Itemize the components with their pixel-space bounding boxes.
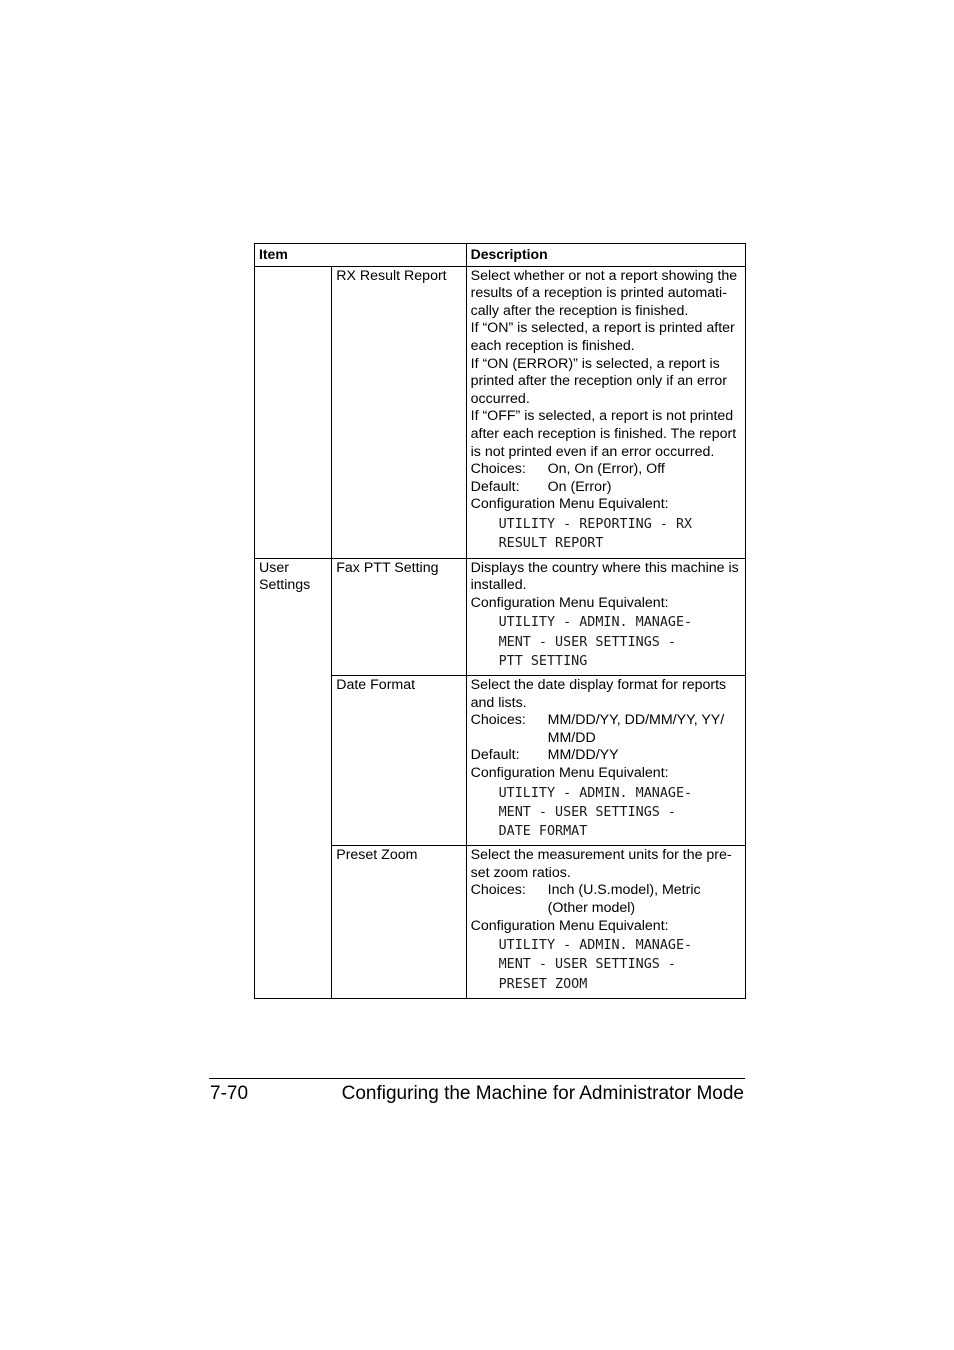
config-label: Configuration Menu Equivalent: [470, 764, 669, 781]
description-text: Select the date display format for reports and lists. [470, 676, 727, 711]
default-label: Default: [470, 478, 520, 495]
menu-path-line: UTILITY - ADMIN. MANAGE- [498, 615, 693, 631]
menu-path-line: MENT - USER SETTINGS - [498, 804, 676, 820]
description-cell [466, 675, 745, 845]
settings-table [254, 243, 746, 999]
choices-value: On, On (Error), Off [547, 461, 665, 478]
choices-label: Choices: [470, 461, 526, 478]
table-row [255, 558, 746, 675]
header-description: Description [466, 244, 745, 267]
item-cell: RX Result Report [332, 266, 466, 558]
menu-path-line: MENT - USER SETTINGS - [498, 957, 676, 973]
menu-path-line: DATE FORMAT [498, 823, 588, 839]
table-row [255, 266, 746, 558]
menu-path [471, 515, 741, 553]
description-cell [466, 846, 745, 999]
description-text: Select the measurement units for the pre-set zoom ratios. [470, 847, 732, 881]
group-cell: User Settings [255, 558, 332, 998]
choices-line [471, 712, 741, 747]
footer-divider [209, 1078, 745, 1079]
menu-path-line: PTT SETTING [498, 653, 588, 669]
header-item: Item [255, 244, 467, 267]
menu-path [471, 936, 741, 994]
default-line [471, 479, 741, 497]
description-cell [466, 266, 745, 558]
choices-label: Choices: [470, 712, 526, 729]
choices-value: MM/DD/YY, DD/MM/YY, YY/ MM/DD [547, 712, 725, 746]
description-text: If “ON” is selected, a report is printed after each reception is finished. [470, 320, 735, 354]
default-line [471, 747, 741, 765]
description-text: If “ON (ERROR)” is selected, a report is printed after the reception only if an error occurred. [470, 355, 727, 407]
default-value: On (Error) [547, 478, 612, 495]
choices-label: Choices: [470, 882, 526, 899]
default-label: Default: [470, 747, 520, 764]
group-cell [255, 266, 332, 558]
menu-path-line: UTILITY - ADMIN. MANAGE- [498, 785, 693, 801]
page-number: 7-70 [210, 1083, 249, 1104]
default-value: MM/DD/YY [547, 747, 619, 764]
item-cell: Date Format [332, 675, 466, 845]
choices-line [471, 461, 741, 479]
config-label: Configuration Menu Equivalent: [470, 496, 669, 513]
menu-path-line: UTILITY - ADMIN. MANAGE- [498, 938, 693, 954]
description-text: Displays the country where this machine is installed. [470, 559, 739, 594]
menu-path [471, 784, 741, 842]
description-cell [466, 558, 745, 675]
menu-path-line: UTILITY - REPORTING - RX [498, 516, 693, 532]
description-text: Select whether or not a report showing the results of a reception is printed automati-cally after the reception is finished. [470, 267, 738, 319]
choices-value: Inch (U.S.model), Metric (Other model) [547, 882, 701, 916]
chapter-title: Configuring the Machine for Administrator Mode [341, 1083, 744, 1104]
item-cell: Fax PTT Setting [332, 558, 466, 675]
menu-path-line: RESULT REPORT [498, 536, 604, 552]
menu-path-line: PRESET ZOOM [498, 976, 588, 992]
choices-line [471, 882, 741, 917]
config-label: Configuration Menu Equivalent: [470, 594, 669, 611]
config-label: Configuration Menu Equivalent: [470, 917, 669, 934]
description-text: If “OFF” is selected, a report is not printed after each reception is finished. The report is not printed even if an error occurred. [470, 408, 737, 460]
table-header-row [255, 244, 746, 267]
menu-path [471, 613, 741, 671]
item-cell: Preset Zoom [332, 846, 466, 999]
menu-path-line: MENT - USER SETTINGS - [498, 634, 676, 650]
